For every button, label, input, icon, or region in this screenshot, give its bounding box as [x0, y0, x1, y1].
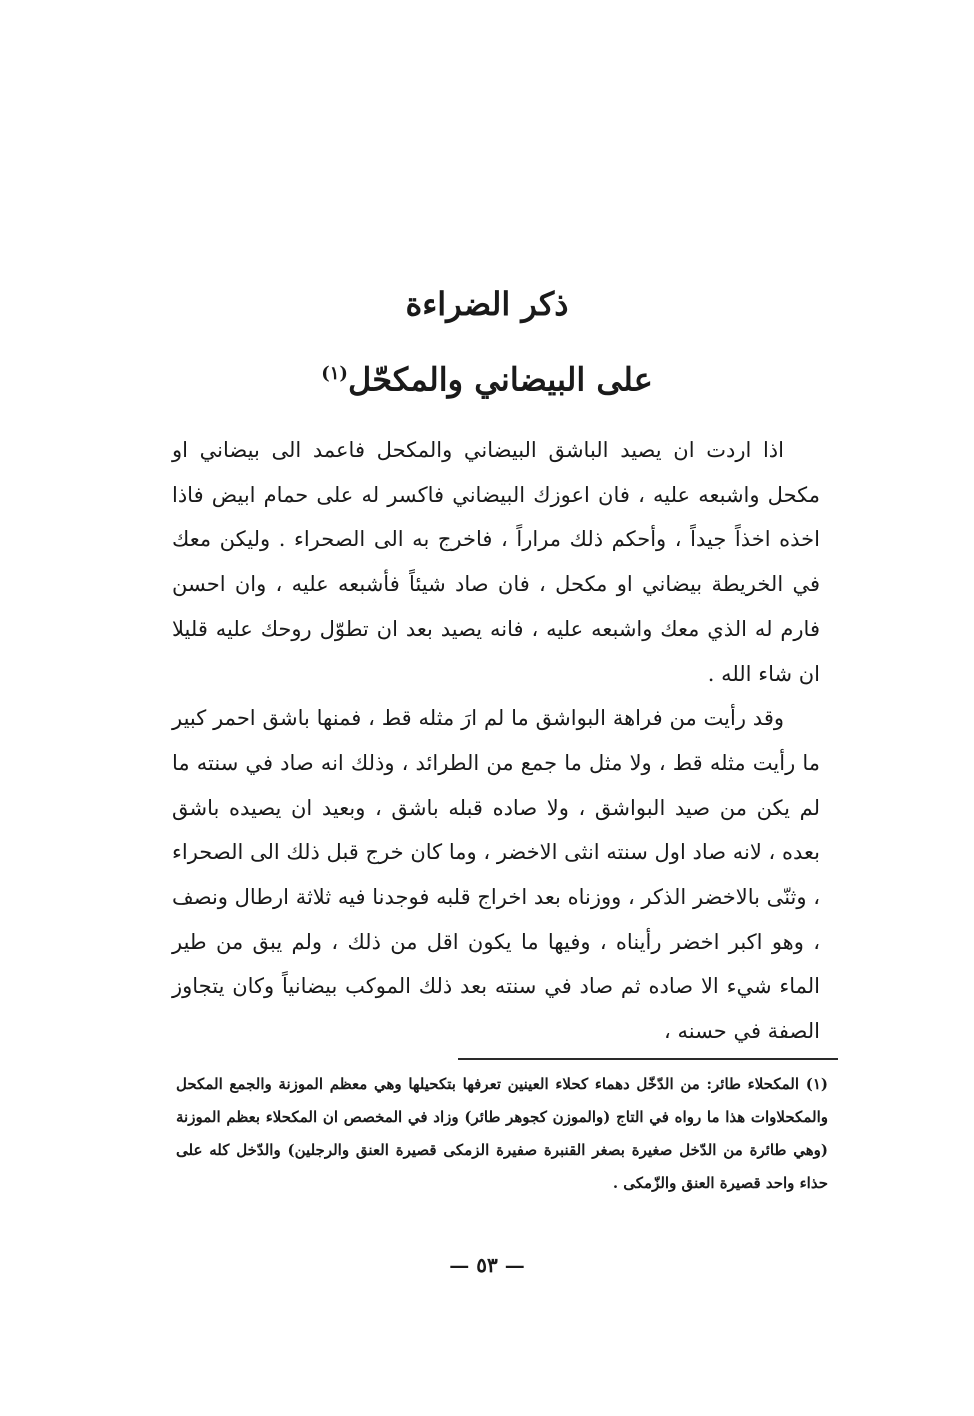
page-number: — ٥٣ —: [449, 1253, 525, 1277]
paragraph-1: اذا اردت ان يصيد الباشق البيضاني والمكحل فاعمد الى بيضاني او مكحل واشبعه عليه ، فان اعوزك البيضاني فاكسر له على حمام ابيض فاذا اخذه اخذاً جيداً ، وأحكم ذلك مراراً ، فاخرج به الى الصحراء . وليكن معك في الخريطة بيضاني او مكحل ، فان صاد شيئاً فأشبعه عليه ، وان احسن فارم له الذي معك واشبعه عليه ، فانه يصيد بعد ان تطوّل روحك عليه قليلا ان شاء الله .: [172, 438, 820, 686]
subtitle-text: على البيضاني والمكحّل: [347, 360, 653, 399]
section-subtitle: [0, 350, 974, 404]
paragraph-2: وقد رأيت من فراهة البواشق ما لم ارَ مثله قط ، فمنها باشق احمر كبير ما رأيت مثله قط ، ولا مثل ما جمع من الطرائد ، وذلك انه صاد في سنته ما لم يكن من صيد البواشق ، ولا صاده قبله باشق ، وبعيد ان يصيده باشق بعده ، لانه صاد اول سنته انثى الاخضر ، وما كان خرج قبل ذلك الى الصحراء ، وثنّى بالاخضر الذكر ، ووزناه بعد اخراج قلبه فوجدنا فيه ثلاثة ارطال ونصف ، وهو اكبر اخضر رأيناه ، وفيها ما يكون اقل من ذلك ، ولم يبق من طير الماء شيء الا صاده ثم صاد في سنته بعد ذلك الموكب بيضانياً وكان يتجاوز الصفة في حسنه ،: [172, 706, 820, 1044]
footnote-divider: [458, 1058, 838, 1060]
body-text: [172, 428, 820, 1054]
footnote-reference: (١): [321, 363, 348, 384]
section-title: ذكر الضراءة: [405, 285, 569, 323]
footnote: (١) المكحلاء طائر: من الدّخّل دهماء كحلاء العينين تعرفها بتكحيلها وهي معظم الموزنة والجمع المكحل والمكحلاوات هذا ما رواه في التاج (والموزن كجوهر طائر) وزاد في المخصص ان المكحلاء بعظم الموزنة (وهي طائرة من الدّخل صغيرة بصغر القنبرة صفيرة الزمكى قصيرة العنق والرجلين) والدّخل كله على حذاء واحد قصيرة العنق والزّمكى .: [176, 1075, 828, 1192]
